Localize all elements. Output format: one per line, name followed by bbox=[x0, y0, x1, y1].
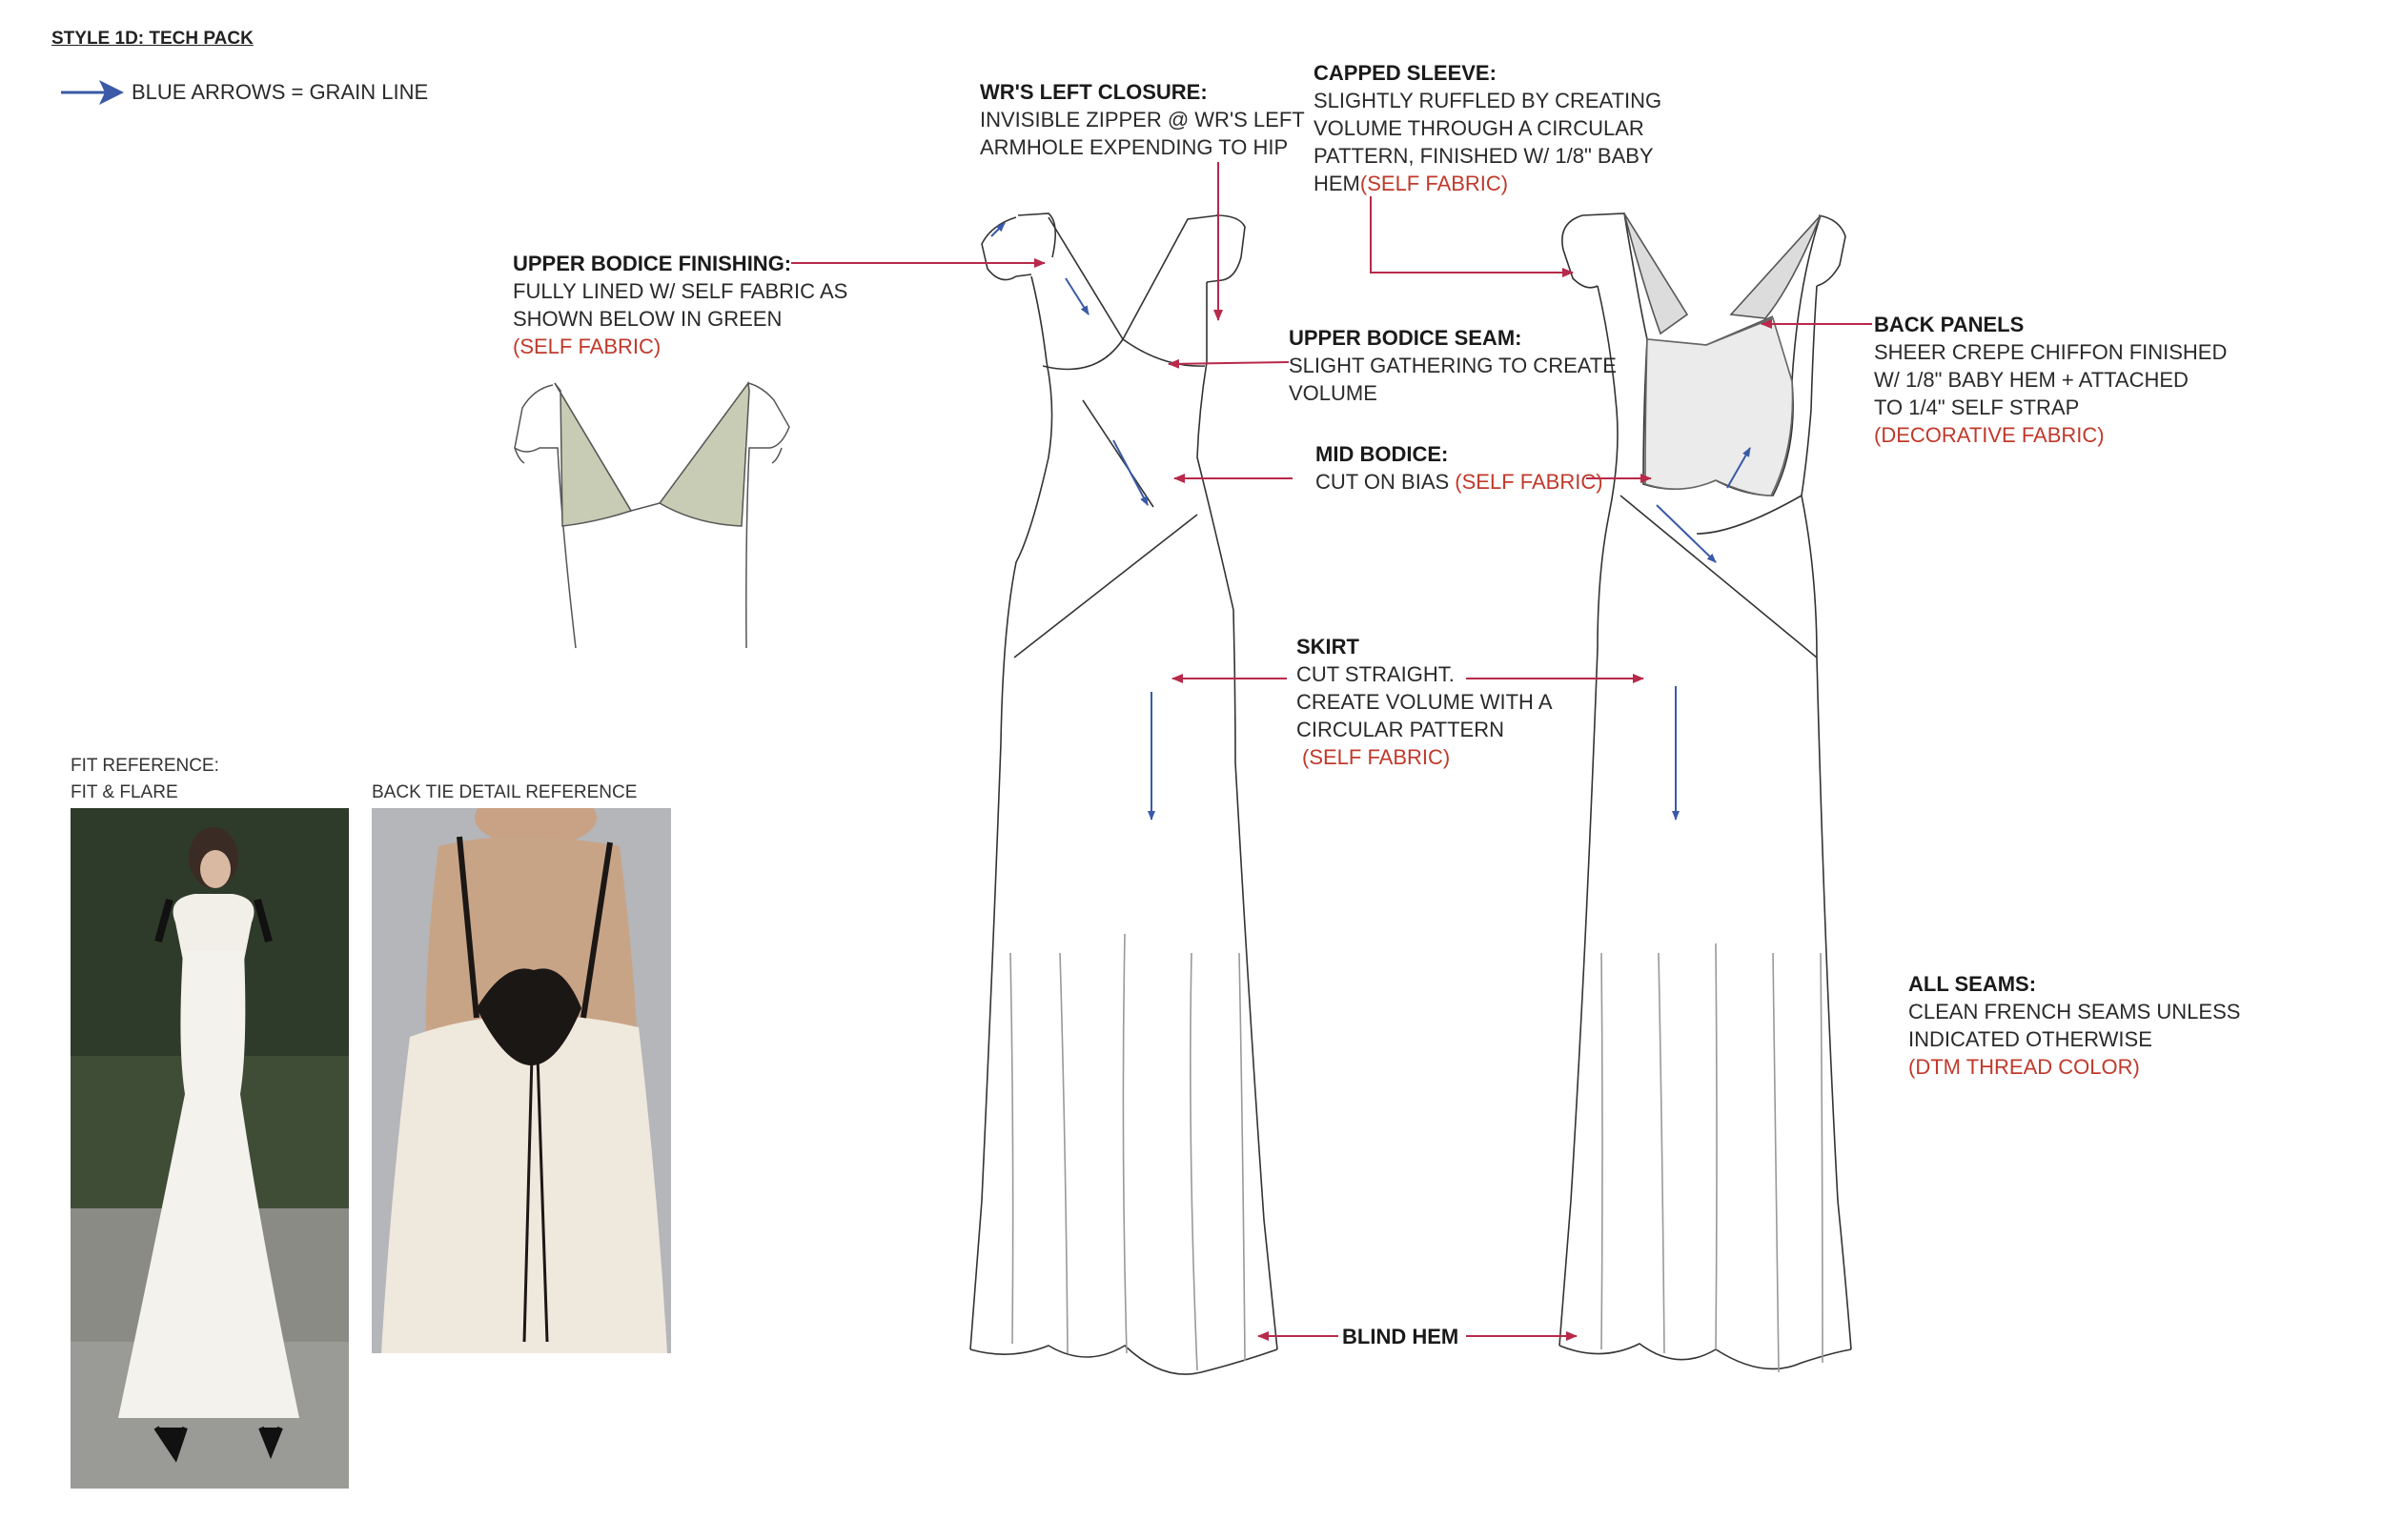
page-title: STYLE 1D: TECH PACK bbox=[51, 29, 254, 49]
callout-title: BACK PANELS bbox=[1874, 313, 2025, 336]
fit-reference-photo bbox=[71, 808, 349, 1489]
callout-line: VOLUME THROUGH A CIRCULAR bbox=[1314, 116, 1644, 140]
callout-line-last bbox=[1314, 170, 1508, 197]
callout-title: SKIRT bbox=[1296, 635, 1359, 659]
callout-line: SLIGHT GATHERING TO CREATE bbox=[1289, 354, 1617, 377]
callout-title: CAPPED SLEEVE: bbox=[1314, 61, 1497, 85]
callout-line: CIRCULAR PATTERN bbox=[1296, 718, 1504, 741]
back-tie-reference-photo bbox=[372, 808, 671, 1353]
callout-title: UPPER BODICE FINISHING: bbox=[513, 252, 792, 275]
callout-line: FULLY LINED W/ SELF FABRIC AS bbox=[513, 279, 848, 303]
callout-line: TO 1/4" SELF STRAP bbox=[1874, 395, 2080, 419]
callout-line: INDICATED OTHERWISE bbox=[1908, 1027, 2152, 1051]
callout-line: CUT STRAIGHT. bbox=[1296, 662, 1455, 686]
fit-reference-sublabel: FIT & FLARE bbox=[71, 782, 178, 802]
back-tie-reference-label: BACK TIE DETAIL REFERENCE bbox=[372, 782, 638, 802]
callout-title: UPPER BODICE SEAM: bbox=[1289, 326, 1522, 350]
callout-fabric: (SELF FABRIC) bbox=[1302, 745, 1451, 769]
callout-blind-hem: BLIND HEM bbox=[1342, 1325, 1459, 1348]
bodice-lining-sketch bbox=[515, 383, 789, 648]
callout-fabric: (DECORATIVE FABRIC) bbox=[1874, 423, 2105, 447]
callout-title: MID BODICE: bbox=[1315, 442, 1449, 466]
callout-line: VOLUME bbox=[1289, 381, 1377, 405]
callout-line: W/ 1/8" BABY HEM + ATTACHED bbox=[1874, 368, 2189, 392]
callout-line: SLIGHTLY RUFFLED BY CREATING bbox=[1314, 89, 1662, 112]
callout-fabric: (SELF FABRIC) bbox=[1359, 172, 1509, 195]
callout-fabric: (SELF FABRIC) bbox=[513, 334, 662, 358]
callout-line: CLEAN FRENCH SEAMS UNLESS bbox=[1908, 1000, 2241, 1023]
callout-line: PATTERN, FINISHED W/ 1/8" BABY bbox=[1314, 144, 1654, 168]
callout-title: WR'S LEFT CLOSURE: bbox=[980, 80, 1208, 104]
callout-fabric: (SELF FABRIC) bbox=[1455, 470, 1603, 494]
callout-line: INVISIBLE ZIPPER @ WR'S LEFT bbox=[980, 108, 1305, 132]
callout-title: ALL SEAMS: bbox=[1908, 972, 2037, 996]
callout-line: CREATE VOLUME WITH A bbox=[1296, 690, 1553, 714]
callout-text: CUT ON BIAS bbox=[1315, 470, 1456, 494]
back-dress-sketch bbox=[1559, 213, 1851, 1372]
callout-line: SHEER CREPE CHIFFON FINISHED bbox=[1874, 340, 2228, 364]
callout-line: SHOWN BELOW IN GREEN bbox=[513, 307, 783, 331]
legend-label: BLUE ARROWS = GRAIN LINE bbox=[132, 80, 429, 104]
callout-line: ARMHOLE EXPENDING TO HIP bbox=[980, 135, 1289, 159]
fit-reference-label: FIT REFERENCE: bbox=[71, 756, 219, 776]
callout-line-hem: HEM bbox=[1314, 172, 1360, 195]
callout-line bbox=[1315, 468, 1603, 496]
callout-fabric: (DTM THREAD COLOR) bbox=[1908, 1055, 2140, 1079]
front-dress-sketch bbox=[970, 213, 1277, 1374]
